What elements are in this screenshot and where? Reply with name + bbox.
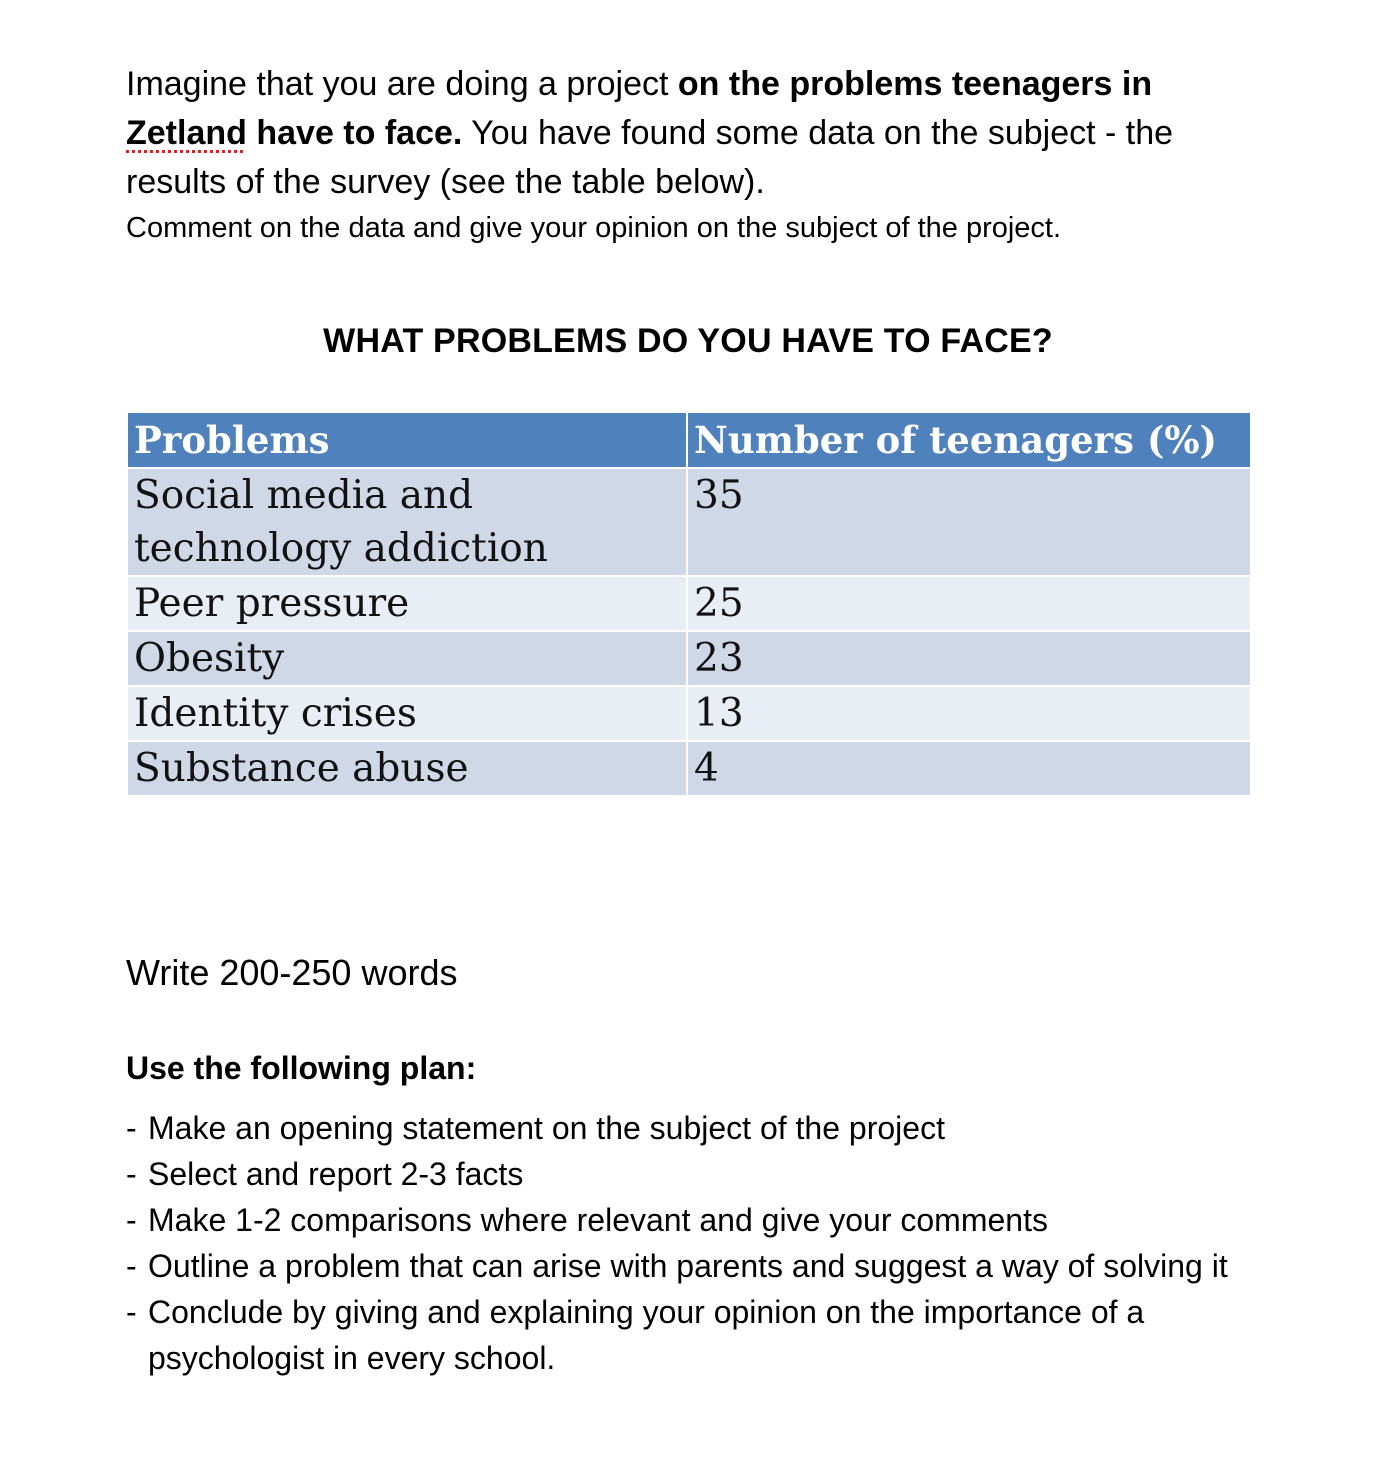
table-row (127, 576, 1251, 631)
table-row (127, 631, 1251, 686)
value-cell: 13 (687, 686, 1251, 741)
problem-cell: Substance abuse (127, 741, 687, 796)
intro-emphasis-part1: on the problems teenagers in (677, 65, 1153, 103)
plan-item-text: Select and report 2-3 facts (148, 1156, 524, 1192)
value-cell: 4 (687, 741, 1251, 796)
plan-item-text: Outline a problem that can arise with parents and suggest a way of solving it (148, 1248, 1228, 1284)
problem-cell: Peer pressure (127, 576, 687, 631)
table-title: WHAT PROBLEMS DO YOU HAVE TO FACE? (323, 322, 1053, 360)
problem-cell: Social media and technology addiction (127, 468, 687, 576)
value-cell: 25 (687, 576, 1251, 631)
intro-emphasis-part2: have to face. (246, 114, 463, 152)
plan-heading: Use the following plan: (126, 1050, 477, 1086)
word-count-instruction: Write 200-250 words (126, 952, 458, 993)
intro-text-end: You have found some data on the subject - the results of the survey (see the table below). (126, 114, 1174, 201)
intro-text-start: Imagine that you are doing a project (126, 65, 678, 103)
table-row (127, 468, 1251, 576)
plan-item-dash: - (126, 1156, 137, 1192)
task-intro (126, 60, 1266, 207)
spellcheck-word: Zetland (126, 114, 247, 152)
table-row (127, 686, 1251, 741)
plan-item (126, 1151, 1276, 1197)
plan-item (126, 1197, 1276, 1243)
plan-item (126, 1105, 1276, 1151)
plan-item-text: Make an opening statement on the subject of the project (148, 1110, 945, 1146)
plan-item-text: Conclude by giving and explaining your opinion on the importance of a psychologist in every school. (148, 1294, 1145, 1376)
plan-item-dash: - (126, 1202, 137, 1238)
plan-item-text: Make 1-2 comparisons where relevant and give your comments (148, 1202, 1048, 1238)
task-comment: Comment on the data and give your opinion on the subject of the project. (126, 212, 1062, 244)
plan-item-dash: - (126, 1294, 137, 1330)
table-row (127, 741, 1251, 796)
problem-cell: Obesity (127, 631, 687, 686)
value-cell: 23 (687, 631, 1251, 686)
plan-item-dash: - (126, 1110, 137, 1146)
plan-list (126, 1105, 1276, 1381)
plan-item (126, 1289, 1276, 1381)
value-cell: 35 (687, 468, 1251, 576)
header-problems: Problems (127, 412, 687, 468)
survey-table (126, 411, 1252, 797)
plan-item-dash: - (126, 1248, 137, 1284)
plan-item (126, 1243, 1276, 1289)
problem-cell: Identity crises (127, 686, 687, 741)
table-header-row (127, 412, 1251, 468)
header-number: Number of teenagers (%) (687, 412, 1251, 468)
